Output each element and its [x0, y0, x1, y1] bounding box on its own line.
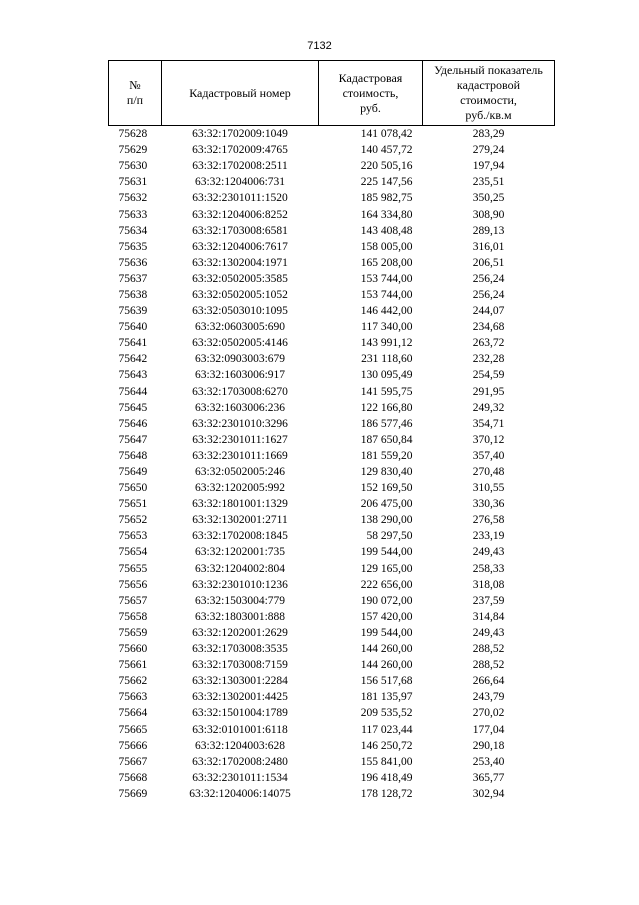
cadastral-value-table: [108, 60, 555, 802]
row-number: 75646: [118, 417, 148, 430]
header-cost-line: стоимость,: [342, 85, 399, 100]
cadastral-number: 63:32:1702008:1845: [192, 530, 288, 543]
cadastral-cost: 122 166,80: [360, 401, 413, 414]
cadastral-cost: 156 517,68: [360, 675, 413, 688]
specific-rate: 288,52: [472, 643, 505, 656]
cadastral-cost: 144 260,00: [360, 643, 413, 656]
cadastral-cost: 231 118,60: [361, 353, 413, 366]
specific-rate: 316,01: [472, 240, 505, 253]
cadastral-cost: 220 505,16: [360, 160, 413, 173]
cadastral-number: 63:32:1202005:992: [194, 482, 286, 495]
cadastral-cost: 158 005,00: [360, 240, 413, 253]
table-row: [109, 577, 555, 593]
table-row: [109, 335, 555, 351]
cadastral-cost: 206 475,00: [360, 498, 413, 511]
cadastral-number: 63:32:1204006:8252: [192, 208, 288, 221]
cadastral-cost: 190 072,00: [360, 594, 413, 607]
cadastral-number: 63:32:0502005:4146: [192, 337, 288, 350]
table-row: [109, 641, 555, 657]
cadastral-number: 63:32:0503010:1095: [192, 305, 288, 318]
cadastral-number: 63:32:1204006:7617: [192, 240, 288, 253]
specific-rate: 308,90: [472, 208, 505, 221]
table-row: [109, 239, 555, 255]
row-number: 75651: [118, 498, 148, 511]
table-row: [109, 786, 555, 802]
specific-rate: 330,36: [472, 498, 505, 511]
cadastral-number: 63:32:0603005:690: [194, 321, 286, 334]
cadastral-number: 63:32:1202001:735: [194, 546, 286, 559]
specific-rate: 197,94: [472, 160, 505, 173]
cadastral-number: 63:32:1702008:2480: [192, 755, 288, 768]
row-number: 75667: [118, 755, 148, 768]
table-row: [109, 416, 555, 432]
cadastral-number: 63:32:1302001:2711: [192, 514, 288, 527]
cadastral-number: 63:32:0502005:246: [194, 466, 286, 479]
specific-rate: 235,51: [472, 176, 505, 189]
cadastral-cost: 138 290,00: [360, 514, 413, 527]
specific-rate: 291,95: [472, 385, 505, 398]
table-row: [109, 174, 555, 190]
header-cadastral-cost: [319, 61, 423, 126]
cadastral-cost: 146 442,00: [360, 305, 413, 318]
header-cost-line: Кадастровая: [338, 70, 403, 85]
row-number: 75636: [118, 256, 148, 269]
cadastral-number: 63:32:1801001:1329: [192, 498, 288, 511]
cadastral-number: 63:32:0101001:6118: [192, 723, 288, 736]
row-number: 75661: [118, 659, 148, 672]
header-rate-line: кадастровой: [456, 78, 521, 92]
specific-rate: 288,52: [472, 659, 505, 672]
header-cost-line: руб.: [360, 100, 381, 115]
row-number: 75662: [118, 675, 148, 688]
cadastral-cost: 209 535,52: [360, 707, 413, 720]
cadastral-cost: 117 023,44: [361, 723, 413, 736]
cadastral-number: 63:32:1303001:2284: [192, 675, 288, 688]
cadastral-number: 63:32:1302004:1971: [192, 256, 288, 269]
table-row: [109, 190, 555, 206]
header-specific-rate: [423, 61, 555, 126]
cadastral-cost: 199 544,00: [360, 546, 413, 559]
row-number: 75648: [118, 449, 148, 462]
cadastral-cost: 143 408,48: [360, 224, 413, 237]
cadastral-number: 63:32:2301011:1627: [192, 433, 288, 446]
cadastral-number: 63:32:1703008:7159: [192, 659, 288, 672]
table-body: [109, 126, 555, 802]
row-number: 75659: [118, 626, 148, 639]
row-number: 75664: [118, 707, 148, 720]
row-number: 75643: [118, 369, 148, 382]
cadastral-cost: 152 169,50: [360, 482, 413, 495]
specific-rate: 249,43: [472, 626, 505, 639]
cadastral-cost: 186 577,46: [360, 417, 413, 430]
cadastral-number: 63:32:1202001:2629: [192, 626, 288, 639]
row-number: 75656: [118, 578, 148, 591]
specific-rate: 258,33: [472, 562, 505, 575]
row-number: 75654: [118, 546, 148, 559]
row-number: 75660: [118, 643, 148, 656]
cadastral-cost: 153 744,00: [360, 288, 413, 301]
specific-rate: 177,04: [472, 723, 505, 736]
cadastral-number: 63:32:2301010:1236: [192, 578, 288, 591]
cadastral-cost: 141 595,75: [360, 385, 413, 398]
cadastral-number: 63:32:1803001:888: [194, 610, 286, 623]
specific-rate: 370,12: [472, 433, 505, 446]
cadastral-number: 63:32:1603006:917: [194, 369, 286, 382]
row-number: 75633: [118, 208, 148, 221]
header-rate-line: руб./кв.м: [465, 108, 512, 122]
specific-rate: 318,08: [472, 578, 505, 591]
header-rate-line: Удельный показатель: [434, 63, 543, 77]
row-number: 75628: [118, 128, 148, 141]
cadastral-number: 63:32:1702008:2511: [192, 160, 288, 173]
cadastral-cost: 144 260,00: [360, 659, 413, 672]
table-row: [109, 271, 555, 287]
table-row: [109, 158, 555, 174]
specific-rate: 350,25: [472, 192, 505, 205]
row-number: 75666: [118, 739, 148, 752]
cadastral-number: 63:32:0502005:1052: [192, 288, 288, 301]
specific-rate: 263,72: [472, 337, 505, 350]
table-row: [109, 721, 555, 737]
row-number: 75629: [118, 144, 148, 157]
specific-rate: 276,58: [472, 514, 505, 527]
cadastral-number: 63:32:1204006:14075: [189, 787, 291, 800]
cadastral-number: 63:32:1204002:804: [194, 562, 286, 575]
row-number: 75632: [118, 192, 148, 205]
specific-rate: 256,24: [472, 272, 505, 285]
cadastral-number: 63:32:2301011:1534: [192, 771, 288, 784]
table-row: [109, 223, 555, 239]
specific-rate: 290,18: [472, 739, 505, 752]
cadastral-number: 63:32:1702009:4765: [192, 144, 288, 157]
specific-rate: 249,43: [472, 546, 505, 559]
table-row: [109, 705, 555, 721]
cadastral-number: 63:32:1703008:6581: [192, 224, 288, 237]
cadastral-number: 63:32:0903003:679: [194, 353, 286, 366]
table-row: [109, 754, 555, 770]
table-row: [109, 142, 555, 158]
table-row: [109, 464, 555, 480]
row-number: 75638: [118, 288, 148, 301]
table-row: [109, 319, 555, 335]
table-row: [109, 738, 555, 754]
cadastral-number: 63:32:1703008:6270: [192, 385, 288, 398]
specific-rate: 254,59: [472, 369, 505, 382]
table-row: [109, 512, 555, 528]
cadastral-number: 63:32:1204003:628: [194, 739, 286, 752]
specific-rate: 249,32: [472, 401, 505, 414]
cadastral-cost: 146 250,72: [360, 739, 413, 752]
row-number: 75665: [118, 723, 148, 736]
row-number: 75647: [118, 433, 148, 446]
table-row: [109, 432, 555, 448]
table-row: [109, 657, 555, 673]
cadastral-cost: 130 095,49: [360, 369, 413, 382]
table-row: [109, 255, 555, 271]
specific-rate: 234,68: [472, 321, 505, 334]
table-row: [109, 528, 555, 544]
specific-rate: 256,24: [472, 288, 505, 301]
table-row: [109, 287, 555, 303]
row-number: 75663: [118, 691, 148, 704]
header-rate-line: стоимости,: [460, 93, 517, 107]
specific-rate: 253,40: [472, 755, 505, 768]
cadastral-cost: 155 841,00: [360, 755, 413, 768]
row-number: 75669: [118, 787, 148, 800]
table-row: [109, 689, 555, 705]
cadastral-number: 63:32:2301011:1669: [192, 449, 288, 462]
table-row: [109, 673, 555, 689]
specific-rate: 270,48: [472, 466, 505, 479]
cadastral-number: 63:32:1302001:4425: [192, 691, 288, 704]
cadastral-number: 63:32:1501004:1789: [192, 707, 288, 720]
header-cadastral-line: Кадастровый номер: [189, 85, 291, 100]
cadastral-cost: 178 128,72: [360, 787, 413, 800]
table-row: [109, 448, 555, 464]
row-number: 75637: [118, 272, 148, 285]
specific-rate: 314,84: [472, 610, 505, 623]
row-number: 75642: [118, 353, 148, 366]
table-row: [109, 206, 555, 222]
cadastral-cost: 196 418,49: [360, 771, 413, 784]
table-row: [109, 770, 555, 786]
cadastral-cost: 181 559,20: [360, 449, 413, 462]
cadastral-cost: 129 830,40: [360, 466, 413, 479]
specific-rate: 237,59: [472, 594, 505, 607]
table-row: [109, 400, 555, 416]
cadastral-cost: 181 135,97: [360, 691, 413, 704]
cadastral-number: 63:32:1204006:731: [194, 176, 286, 189]
cadastral-cost: 185 982,75: [360, 192, 413, 205]
row-number: 75635: [118, 240, 148, 253]
specific-rate: 354,71: [472, 417, 505, 430]
table-row: [109, 384, 555, 400]
cadastral-cost: 58 297,50: [366, 530, 413, 543]
row-number: 75630: [118, 160, 148, 173]
cadastral-cost: 153 744,00: [360, 272, 413, 285]
row-number: 75640: [118, 321, 148, 334]
specific-rate: 243,79: [472, 691, 505, 704]
cadastral-cost: 165 208,00: [360, 256, 413, 269]
row-number: 75668: [118, 771, 148, 784]
specific-rate: 302,94: [472, 787, 505, 800]
row-number: 75645: [118, 401, 148, 414]
cadastral-number: 63:32:2301010:3296: [192, 417, 288, 430]
row-number: 75658: [118, 610, 148, 623]
specific-rate: 279,24: [472, 144, 505, 157]
table-row: [109, 351, 555, 367]
cadastral-cost: 129 165,00: [360, 562, 413, 575]
cadastral-number: 63:32:1503004:779: [194, 594, 286, 607]
cadastral-number: 63:32:2301011:1520: [192, 192, 288, 205]
cadastral-cost: 157 420,00: [360, 610, 413, 623]
row-number: 75650: [118, 482, 148, 495]
cadastral-cost: 117 340,00: [361, 321, 413, 334]
table-row: [109, 544, 555, 560]
specific-rate: 266,64: [472, 675, 505, 688]
cadastral-cost: 225 147,56: [360, 176, 413, 189]
cadastral-cost: 164 334,80: [360, 208, 413, 221]
cadastral-cost: 187 650,84: [360, 433, 413, 446]
table-row: [109, 625, 555, 641]
row-number: 75639: [118, 305, 148, 318]
header-num-line: п/п: [126, 93, 144, 107]
cadastral-cost: 140 457,72: [360, 144, 413, 157]
table-row: [109, 609, 555, 625]
row-number: 75652: [118, 514, 148, 527]
specific-rate: 270,02: [472, 707, 505, 720]
specific-rate: 283,29: [472, 128, 505, 141]
specific-rate: 357,40: [472, 449, 505, 462]
table-row: [109, 593, 555, 609]
page-number: 7132: [307, 40, 332, 52]
cadastral-number: 63:32:0502005:3585: [192, 272, 288, 285]
row-number: 75649: [118, 466, 148, 479]
row-number: 75641: [118, 337, 148, 350]
row-number: 75634: [118, 224, 148, 237]
row-number: 75644: [118, 385, 148, 398]
specific-rate: 289,13: [472, 224, 505, 237]
specific-rate: 233,19: [472, 530, 505, 543]
header-cadastral-number: [162, 61, 319, 126]
header-num-line: №: [129, 78, 141, 92]
specific-rate: 365,77: [472, 771, 505, 784]
specific-rate: 310,55: [472, 482, 505, 495]
row-number: 75657: [118, 594, 148, 607]
cadastral-number: 63:32:1603006:236: [194, 401, 286, 414]
specific-rate: 206,51: [472, 256, 505, 269]
specific-rate: 244,07: [472, 305, 505, 318]
cadastral-cost: 143 991,12: [360, 337, 413, 350]
specific-rate: 232,28: [472, 353, 505, 366]
table-row: [109, 496, 555, 512]
cadastral-number: 63:32:1702009:1049: [192, 128, 288, 141]
header-num: [109, 61, 162, 126]
table-row: [109, 303, 555, 319]
table-row: [109, 126, 555, 143]
row-number: 75655: [118, 562, 148, 575]
cadastral-number: 63:32:1703008:3535: [192, 643, 288, 656]
table-header-row: [109, 61, 555, 126]
table-row: [109, 480, 555, 496]
row-number: 75631: [118, 176, 148, 189]
table-row: [109, 561, 555, 577]
table-row: [109, 367, 555, 383]
cadastral-cost: 141 078,42: [360, 128, 413, 141]
cadastral-cost: 199 544,00: [360, 626, 413, 639]
cadastral-cost: 222 656,00: [360, 578, 413, 591]
row-number: 75653: [118, 530, 148, 543]
